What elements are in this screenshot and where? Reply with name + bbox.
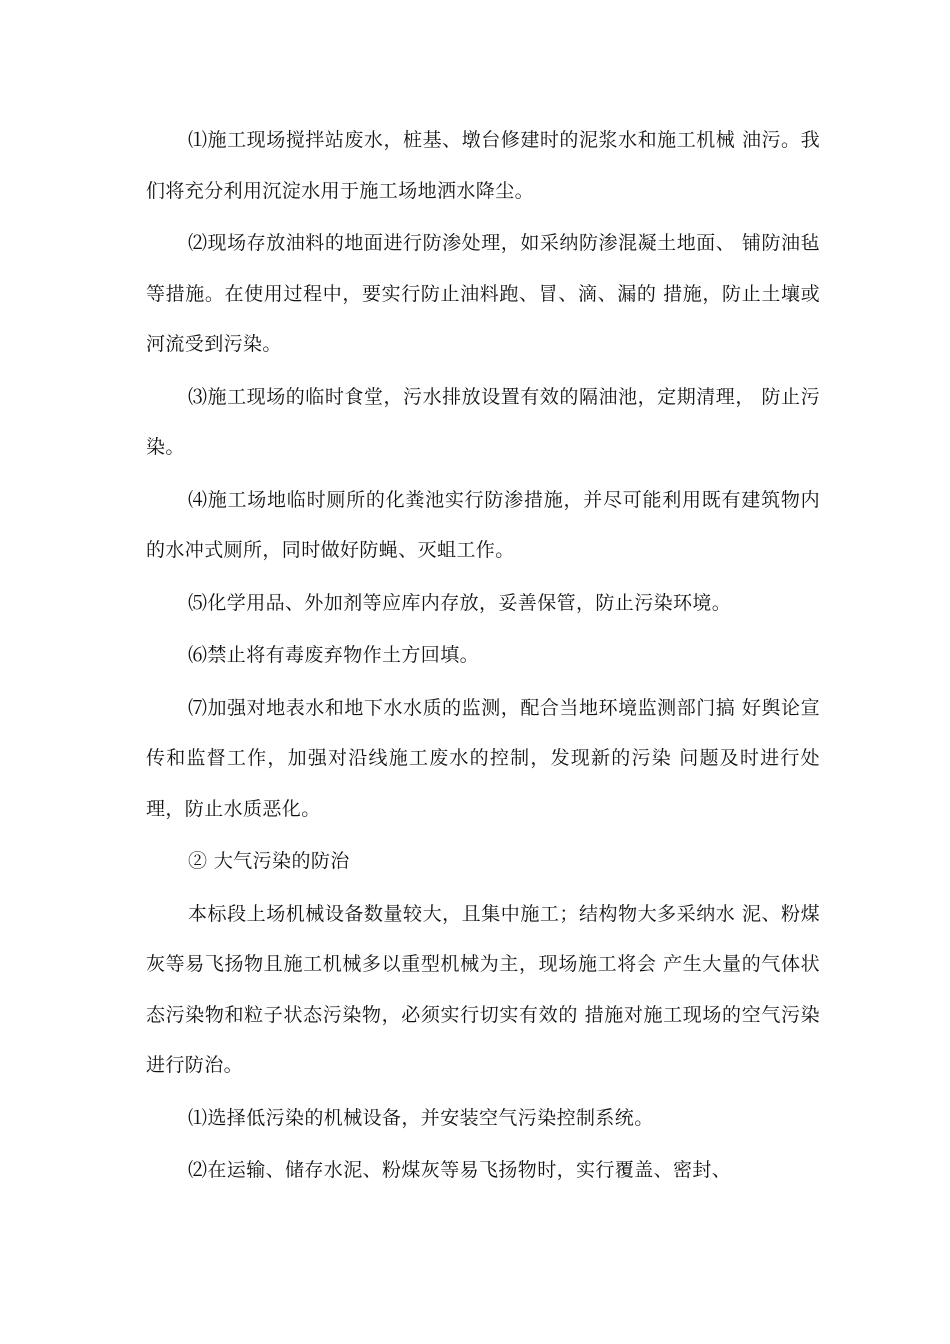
section-heading-air-pollution: ② 大气污染的防治 (188, 850, 350, 872)
paragraph-wastewater-sources: ⑴施工现场搅拌站废水，桩基、墩台修建时的泥浆水和施工机械 油污。我们将充分利用沉淀水用于施工场地洒水降尘。 (146, 129, 820, 202)
paragraph-toilet: ⑷施工场地临时厕所的化粪池实行防渗措施，并尽可能利用既有建筑物内的水冲式厕所，同时做好防蝇、灭蛆工作。 (146, 488, 820, 561)
paragraph-oil-storage: ⑵现场存放油料的地面进行防渗处理，如采纳防渗混凝土地面、 铺防油毡等措施。在使用过程中，要实行防止油料跑、冒、滴、漏的 措施，防止土壤或河流受到污染。 (146, 232, 820, 355)
paragraph-toxic-waste: ⑹禁止将有毒废弃物作土方回填。 (188, 644, 480, 666)
paragraph-low-pollution-equipment: ⑴选择低污染的机械设备，并安装空气污染控制系统。 (188, 1106, 654, 1129)
paragraph-water-monitoring: ⑺加强对地表水和地下水水质的监测，配合当地环境监测部门搞 好舆论宣传和监督工作，加强对沿线施工废水的控制，发现新的污染 问题及时进行处理，防止水质恶化。 (146, 696, 820, 820)
document-body (146, 115, 820, 1198)
paragraph-dust-transport: ⑵在运输、储存水泥、粉煤灰等易飞扬物时，实行覆盖、密封、 (188, 1159, 732, 1181)
paragraph-canteen: ⑶施工现场的临时食堂，污水排放设置有效的隔油池，定期清理， 防止污染。 (146, 385, 820, 458)
paragraph-chemicals: ⑸化学用品、外加剂等应库内存放，妥善保管，防止污染环境。 (188, 591, 732, 614)
paragraph-air-intro: 本标段上场机械设备数量较大，且集中施工；结构物大多采纳水 泥、粉煤灰等易飞扬物且施工机械多以重型机械为主，现场施工将会 产生大量的气体状态污染物和粒子状态污染物，必须实行切实有效的 措施对施工现场的空气污染进行防治。 (146, 902, 820, 1076)
